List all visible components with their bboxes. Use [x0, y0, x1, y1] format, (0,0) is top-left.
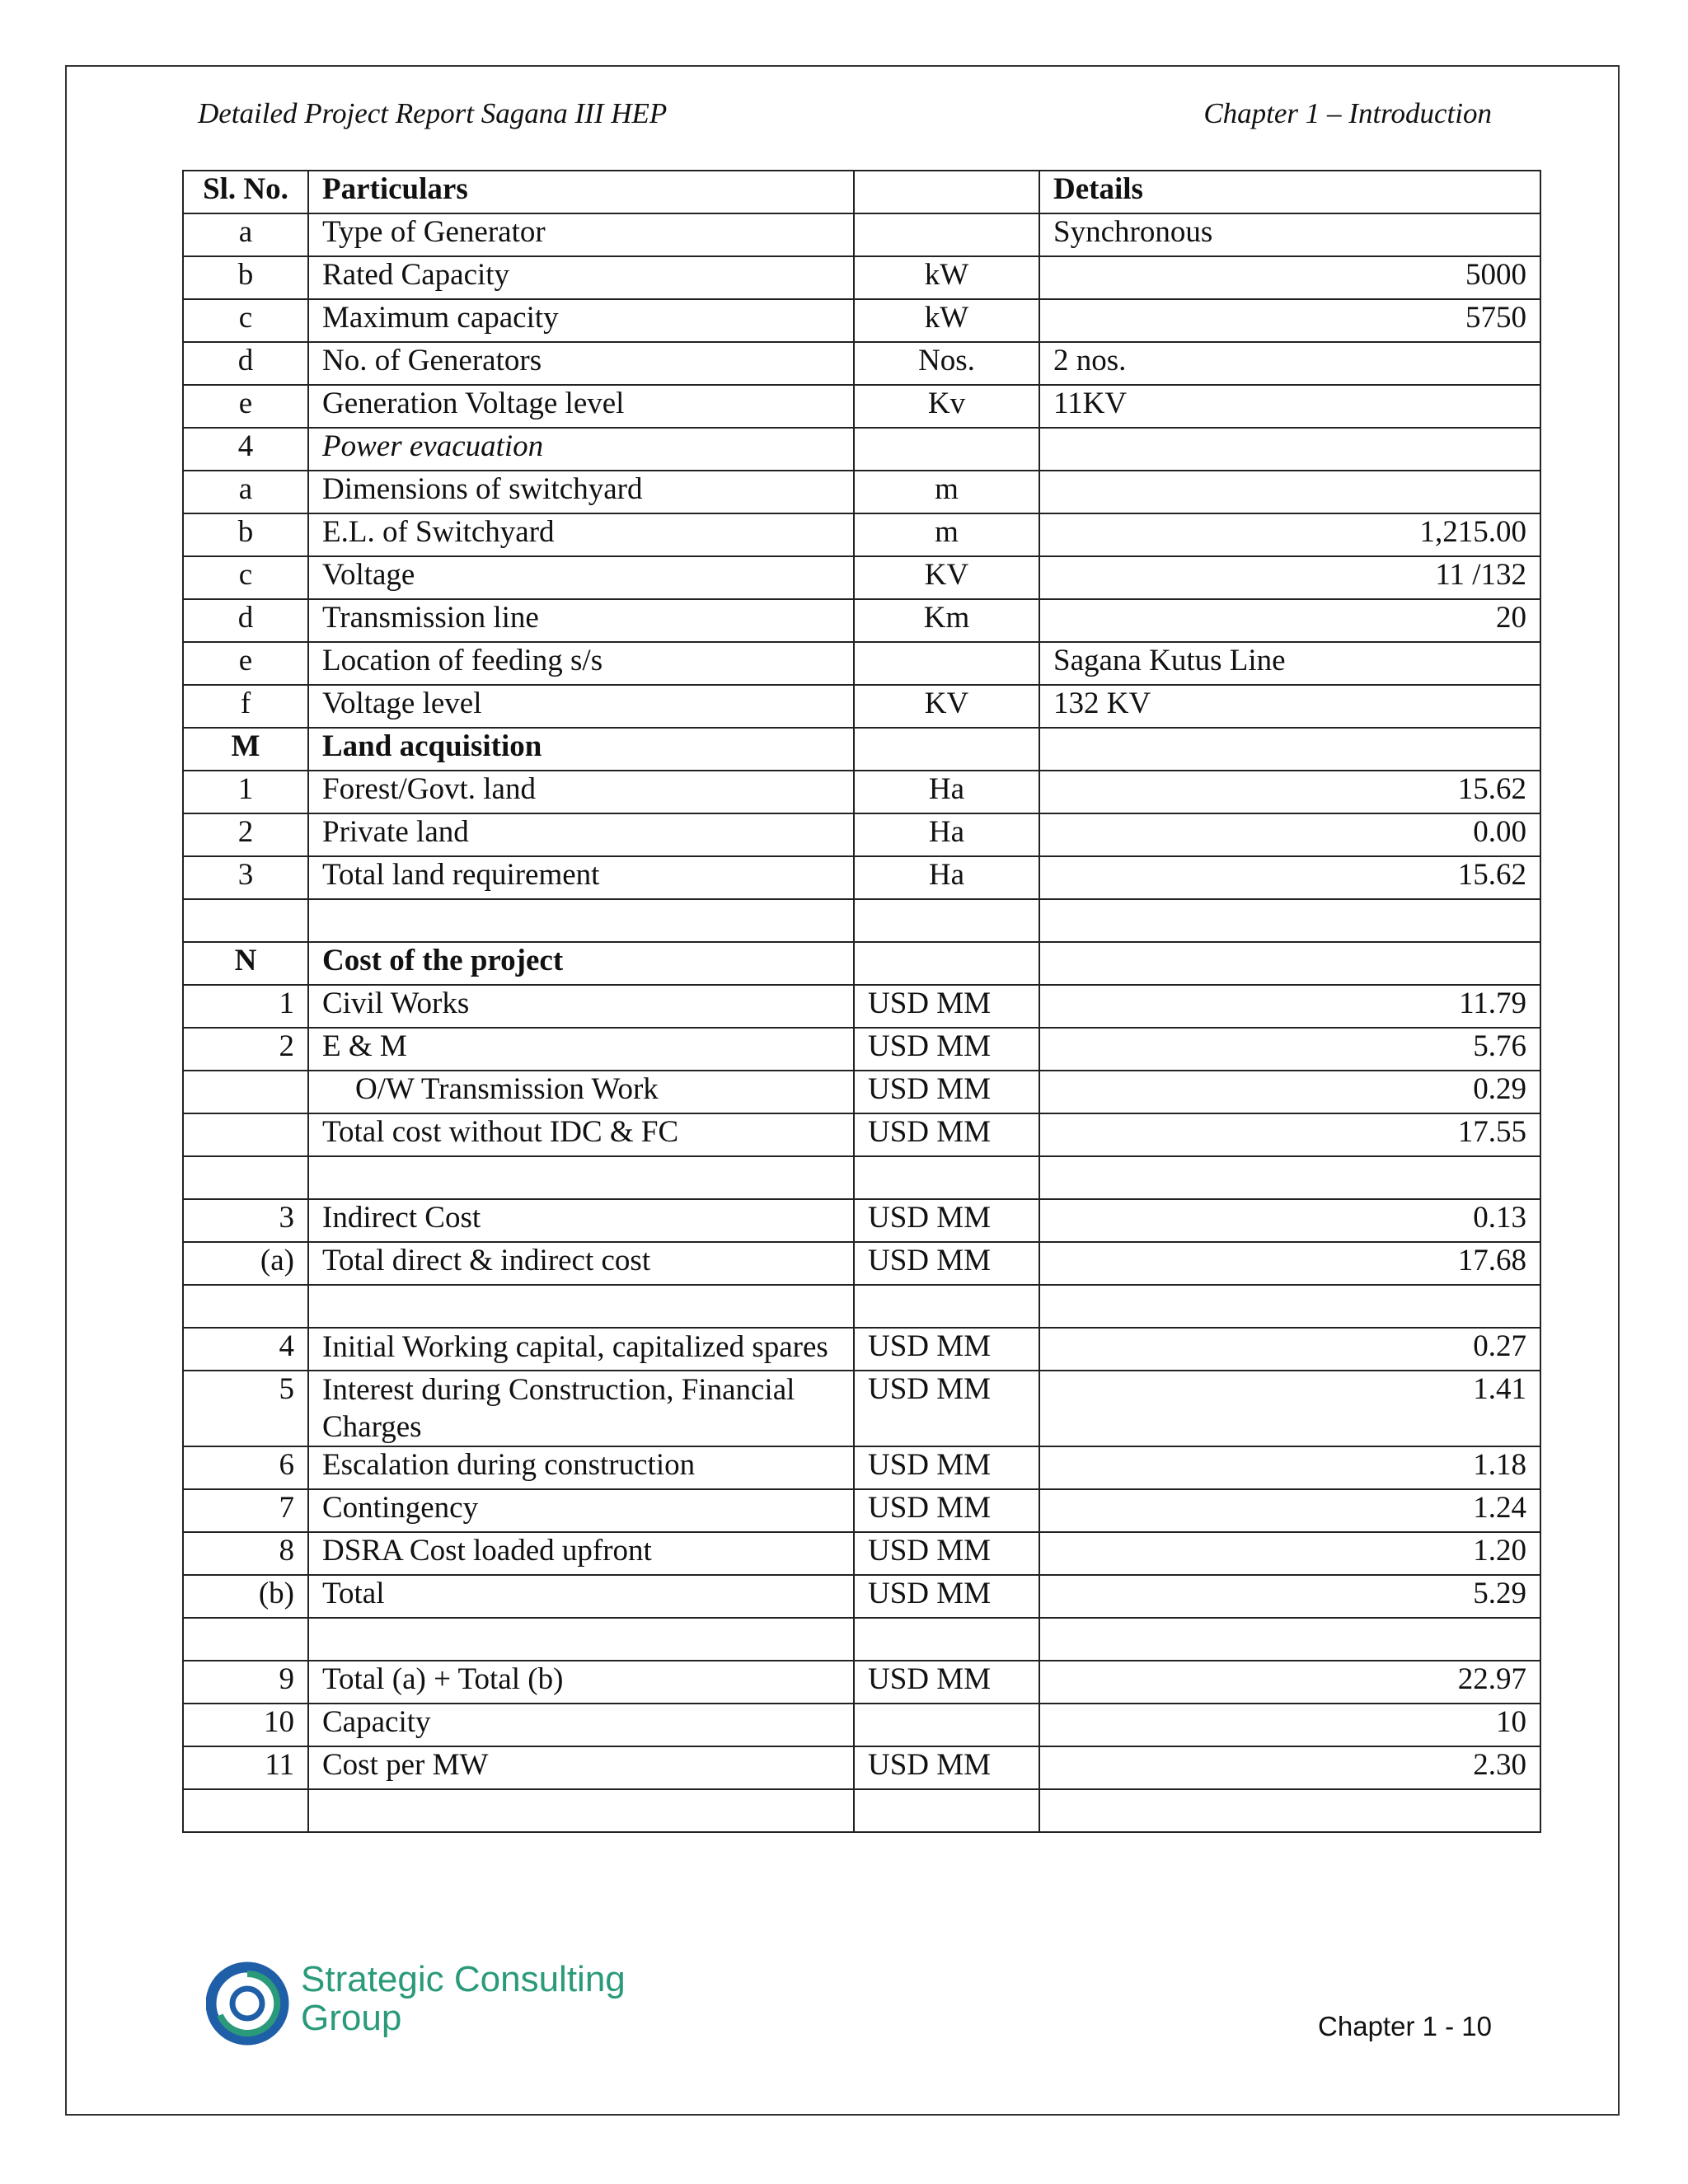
cell-details: 1,215.00: [1039, 513, 1540, 556]
cell-sl-no: c: [183, 556, 308, 599]
cell-unit: USD MM: [854, 1113, 1039, 1156]
cell-particulars: Civil Works: [308, 985, 854, 1028]
cell-unit: Ha: [854, 813, 1039, 856]
cell-particulars: Land acquisition: [308, 728, 854, 771]
cell-details: 17.68: [1039, 1242, 1540, 1285]
cell-unit: [854, 1789, 1039, 1832]
cell-particulars: E & M: [308, 1028, 854, 1071]
table-row: [183, 1532, 1540, 1575]
cell-sl-no: 1: [183, 771, 308, 813]
cell-sl-no: 2: [183, 813, 308, 856]
table-row: [183, 813, 1540, 856]
cell-unit: Ha: [854, 856, 1039, 899]
cell-details: 15.62: [1039, 771, 1540, 813]
cell-sl-no: 6: [183, 1446, 308, 1489]
table-row: [183, 1371, 1540, 1446]
cell-particulars: Type of Generator: [308, 213, 854, 256]
cell-unit: kW: [854, 299, 1039, 342]
cell-sl-no: [183, 1156, 308, 1199]
cell-unit: USD MM: [854, 1199, 1039, 1242]
table-row: [183, 1328, 1540, 1371]
cell-unit: [854, 428, 1039, 471]
table-row: [183, 856, 1540, 899]
cell-particulars: Rated Capacity: [308, 256, 854, 299]
cell-sl-no: 2: [183, 1028, 308, 1071]
cell-sl-no: e: [183, 385, 308, 428]
cell-details: 0.27: [1039, 1328, 1540, 1371]
header-sl-no: Sl. No.: [183, 171, 308, 213]
cell-details: [1039, 899, 1540, 942]
table-row: [183, 1575, 1540, 1618]
cell-unit: Ha: [854, 771, 1039, 813]
cell-details: 11.79: [1039, 985, 1540, 1028]
table-row: [183, 556, 1540, 599]
cell-sl-no: [183, 899, 308, 942]
table-row: [183, 1489, 1540, 1532]
cell-particulars: Initial Working capital, capitalized spares: [308, 1328, 854, 1371]
cell-unit: USD MM: [854, 1489, 1039, 1532]
cell-details: 0.13: [1039, 1199, 1540, 1242]
cell-particulars: Indirect Cost: [308, 1199, 854, 1242]
cell-unit: USD MM: [854, 1071, 1039, 1113]
cell-details: 5750: [1039, 299, 1540, 342]
cell-details: 1.24: [1039, 1489, 1540, 1532]
table-row: [183, 728, 1540, 771]
cell-unit: kW: [854, 256, 1039, 299]
cell-particulars: Private land: [308, 813, 854, 856]
cell-particulars: [308, 1285, 854, 1328]
cell-details: 11 /132: [1039, 556, 1540, 599]
cell-unit: USD MM: [854, 1328, 1039, 1371]
cell-details: 1.41: [1039, 1371, 1540, 1446]
table-row: [183, 342, 1540, 385]
cell-details: 2 nos.: [1039, 342, 1540, 385]
cell-particulars: Cost per MW: [308, 1746, 854, 1789]
table-row: [183, 513, 1540, 556]
cell-details: 17.55: [1039, 1113, 1540, 1156]
cell-sl-no: 9: [183, 1661, 308, 1704]
cell-sl-no: 3: [183, 856, 308, 899]
cell-sl-no: [183, 1113, 308, 1156]
project-specifications-table: [182, 170, 1541, 1833]
table-row: [183, 985, 1540, 1028]
table-row: [183, 1071, 1540, 1113]
table-row: [183, 471, 1540, 513]
cell-details: [1039, 942, 1540, 985]
running-header-title: Detailed Project Report Sagana III HEP: [198, 97, 668, 129]
cell-particulars: Total: [308, 1575, 854, 1618]
cell-details: Synchronous: [1039, 213, 1540, 256]
table-row: [183, 1789, 1540, 1832]
table-row: [183, 1199, 1540, 1242]
cell-unit: Kv: [854, 385, 1039, 428]
cell-unit: [854, 899, 1039, 942]
cell-details: 132 KV: [1039, 685, 1540, 728]
cell-unit: [854, 942, 1039, 985]
cell-unit: USD MM: [854, 1446, 1039, 1489]
cell-unit: Nos.: [854, 342, 1039, 385]
cell-unit: [854, 642, 1039, 685]
cell-sl-no: [183, 1618, 308, 1661]
cell-unit: KV: [854, 556, 1039, 599]
cell-particulars: Cost of the project: [308, 942, 854, 985]
cell-unit: USD MM: [854, 1661, 1039, 1704]
cell-details: 5.76: [1039, 1028, 1540, 1071]
cell-unit: [854, 728, 1039, 771]
cell-sl-no: 11: [183, 1746, 308, 1789]
logo-wordmark: [301, 1960, 626, 2037]
table-row: [183, 1446, 1540, 1489]
cell-particulars: Contingency: [308, 1489, 854, 1532]
table-row: [183, 1661, 1540, 1704]
header-particulars: Particulars: [308, 171, 854, 213]
cell-sl-no: b: [183, 256, 308, 299]
cell-details: [1039, 1789, 1540, 1832]
cell-sl-no: f: [183, 685, 308, 728]
logo-line-1: Strategic Consulting: [301, 1959, 626, 1999]
cell-unit: [854, 1156, 1039, 1199]
cell-particulars: Generation Voltage level: [308, 385, 854, 428]
table-row: [183, 685, 1540, 728]
cell-sl-no: M: [183, 728, 308, 771]
table-row: [183, 1242, 1540, 1285]
cell-unit: KV: [854, 685, 1039, 728]
cell-particulars: Forest/Govt. land: [308, 771, 854, 813]
table-row: [183, 899, 1540, 942]
cell-sl-no: d: [183, 599, 308, 642]
cell-details: 0.29: [1039, 1071, 1540, 1113]
cell-details: 5000: [1039, 256, 1540, 299]
cell-particulars: Voltage level: [308, 685, 854, 728]
cell-unit: USD MM: [854, 1575, 1039, 1618]
cell-particulars: Power evacuation: [308, 428, 854, 471]
cell-unit: [854, 1285, 1039, 1328]
cell-particulars: [308, 899, 854, 942]
header-details: Details: [1039, 171, 1540, 213]
cell-unit: USD MM: [854, 1746, 1039, 1789]
cell-particulars: Total land requirement: [308, 856, 854, 899]
cell-sl-no: e: [183, 642, 308, 685]
cell-unit: USD MM: [854, 1242, 1039, 1285]
cell-unit: USD MM: [854, 1532, 1039, 1575]
table-row: [183, 1285, 1540, 1328]
table-row: [183, 428, 1540, 471]
cell-sl-no: [183, 1071, 308, 1113]
cell-particulars: Capacity: [308, 1704, 854, 1746]
cell-unit: USD MM: [854, 1028, 1039, 1071]
cell-details: [1039, 1285, 1540, 1328]
cell-sl-no: d: [183, 342, 308, 385]
cell-details: [1039, 471, 1540, 513]
cell-details: [1039, 1156, 1540, 1199]
cell-particulars: Total direct & indirect cost: [308, 1242, 854, 1285]
cell-sl-no: N: [183, 942, 308, 985]
table-row: [183, 213, 1540, 256]
cell-particulars: Transmission line: [308, 599, 854, 642]
table-row: [183, 942, 1540, 985]
cell-details: 5.29: [1039, 1575, 1540, 1618]
table-row: [183, 642, 1540, 685]
cell-unit: [854, 1704, 1039, 1746]
cell-details: Sagana Kutus Line: [1039, 642, 1540, 685]
header-unit: [854, 171, 1039, 213]
cell-details: 15.62: [1039, 856, 1540, 899]
cell-sl-no: 3: [183, 1199, 308, 1242]
cell-particulars: [308, 1156, 854, 1199]
cell-sl-no: 7: [183, 1489, 308, 1532]
cell-sl-no: b: [183, 513, 308, 556]
cell-particulars: Voltage: [308, 556, 854, 599]
table-row: [183, 1028, 1540, 1071]
cell-sl-no: 4: [183, 1328, 308, 1371]
cell-sl-no: a: [183, 213, 308, 256]
cell-details: [1039, 428, 1540, 471]
cell-details: [1039, 728, 1540, 771]
cell-details: 20: [1039, 599, 1540, 642]
cell-details: 11KV: [1039, 385, 1540, 428]
cell-details: [1039, 1618, 1540, 1661]
cell-particulars: Dimensions of switchyard: [308, 471, 854, 513]
cell-sl-no: a: [183, 471, 308, 513]
cell-unit: Km: [854, 599, 1039, 642]
cell-unit: m: [854, 513, 1039, 556]
table-row: [183, 1704, 1540, 1746]
table-row: [183, 1113, 1540, 1156]
table-row: [183, 771, 1540, 813]
cell-unit: [854, 213, 1039, 256]
cell-sl-no: [183, 1285, 308, 1328]
cell-particulars: Maximum capacity: [308, 299, 854, 342]
table-body: [183, 213, 1540, 1832]
cell-particulars: Total cost without IDC & FC: [308, 1113, 854, 1156]
cell-particulars: [308, 1789, 854, 1832]
table-row: [183, 385, 1540, 428]
cell-sl-no: 10: [183, 1704, 308, 1746]
table-header-row: [183, 171, 1540, 213]
cell-unit: USD MM: [854, 985, 1039, 1028]
table-row: [183, 1746, 1540, 1789]
table-row: [183, 256, 1540, 299]
cell-sl-no: c: [183, 299, 308, 342]
table-row: [183, 599, 1540, 642]
cell-details: 1.20: [1039, 1532, 1540, 1575]
cell-particulars: [308, 1618, 854, 1661]
cell-particulars: DSRA Cost loaded upfront: [308, 1532, 854, 1575]
page-number: Chapter 1 - 10: [1318, 2011, 1492, 2041]
cell-details: 0.00: [1039, 813, 1540, 856]
cell-details: 2.30: [1039, 1746, 1540, 1789]
cell-particulars: Location of feeding s/s: [308, 642, 854, 685]
cell-sl-no: (b): [183, 1575, 308, 1618]
logo-line-2: Group: [301, 1998, 402, 2038]
cell-details: 22.97: [1039, 1661, 1540, 1704]
cell-sl-no: 1: [183, 985, 308, 1028]
running-header-chapter: Chapter 1 – Introduction: [1203, 97, 1492, 129]
cell-particulars: Escalation during construction: [308, 1446, 854, 1489]
table-row: [183, 1618, 1540, 1661]
cell-particulars: Interest during Construction, Financial Charges: [308, 1371, 854, 1446]
cell-particulars: O/W Transmission Work: [308, 1071, 854, 1113]
cell-particulars: E.L. of Switchyard: [308, 513, 854, 556]
cell-unit: m: [854, 471, 1039, 513]
cell-sl-no: 8: [183, 1532, 308, 1575]
table-row: [183, 299, 1540, 342]
cell-particulars: No. of Generators: [308, 342, 854, 385]
cell-sl-no: 4: [183, 428, 308, 471]
cell-sl-no: 5: [183, 1371, 308, 1446]
cell-unit: USD MM: [854, 1371, 1039, 1446]
cell-details: 1.18: [1039, 1446, 1540, 1489]
cell-details: 10: [1039, 1704, 1540, 1746]
logo-swirl-icon: [211, 1967, 284, 2040]
cell-sl-no: [183, 1789, 308, 1832]
table-row: [183, 1156, 1540, 1199]
cell-unit: [854, 1618, 1039, 1661]
cell-sl-no: (a): [183, 1242, 308, 1285]
cell-particulars: Total (a) + Total (b): [308, 1661, 854, 1704]
